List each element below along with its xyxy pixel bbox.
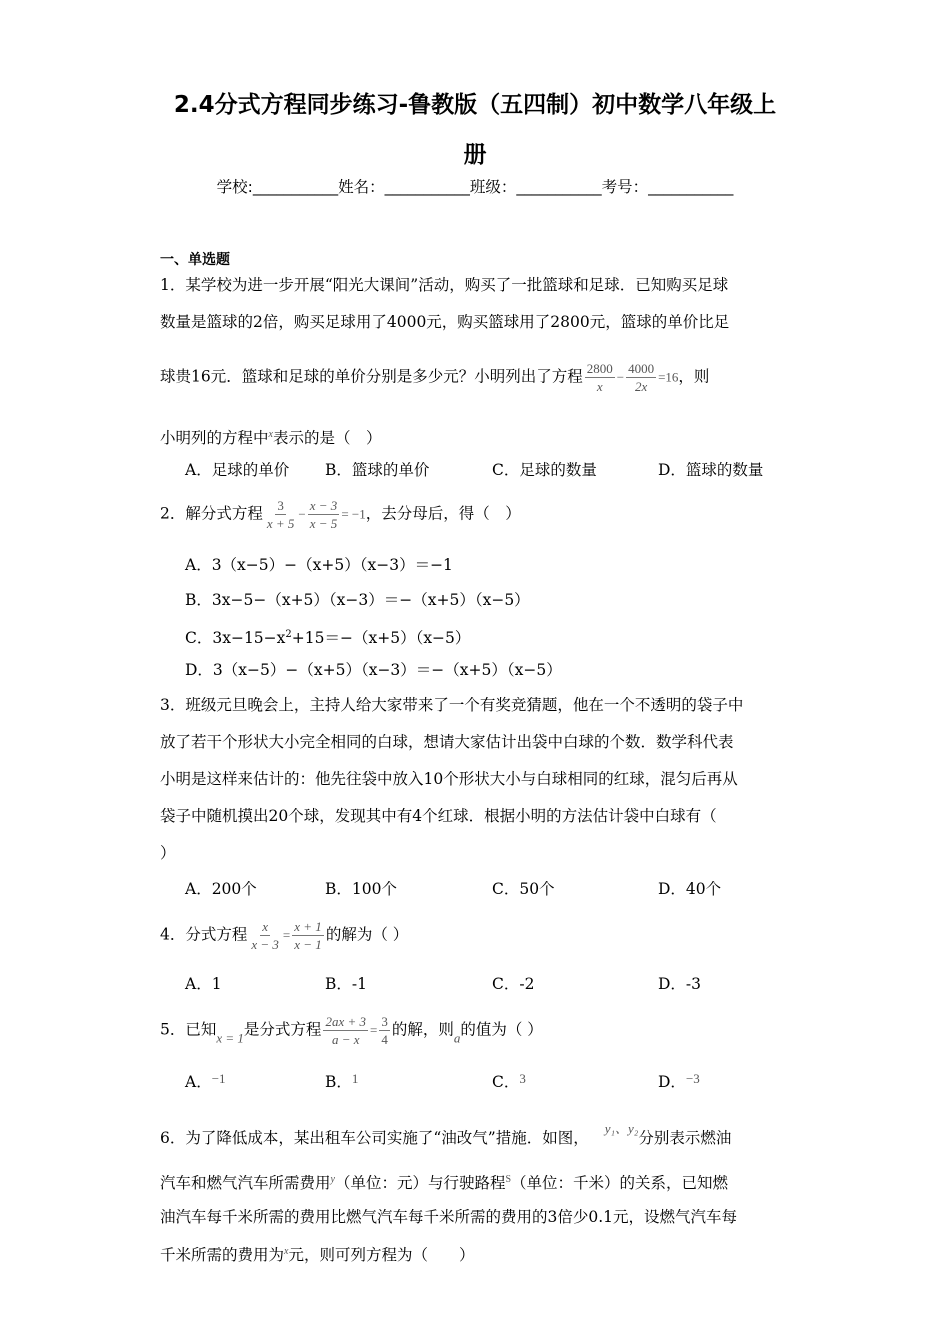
- exponent: 2: [285, 629, 292, 640]
- denominator: x − 3: [251, 937, 279, 952]
- numerator: x: [262, 919, 269, 934]
- numerator: 2ax + 3: [325, 1014, 366, 1029]
- q3-line: 袋子中随机摸出20个球，发现其中有4个红球．根据小明的方法估计袋中白球有（: [160, 807, 717, 825]
- fraction: [626, 360, 656, 395]
- fraction: [308, 497, 340, 532]
- denominator: x − 5: [309, 516, 338, 531]
- option-d[interactable]: [658, 1069, 700, 1092]
- equals: =16: [658, 369, 679, 385]
- option-a[interactable]: A．足球的单价: [185, 461, 290, 479]
- text: 千米所需的费用为: [160, 1246, 285, 1265]
- text: 球贵16元．篮球和足球的单价分别是多少元？小明列出了方程: [160, 367, 583, 386]
- value: −3: [685, 1071, 700, 1086]
- text: C．3x−15−x: [185, 629, 286, 648]
- text: 汽车和燃气汽车所需费用: [160, 1174, 331, 1193]
- option-c[interactable]: [185, 625, 470, 648]
- label: A．: [185, 1073, 212, 1091]
- text: （单位：元）与行驶路程: [334, 1174, 506, 1193]
- doc-title-cont: 册: [463, 142, 487, 168]
- denominator: x: [596, 379, 603, 394]
- option-d[interactable]: D．-3: [658, 975, 702, 993]
- q1-line: [160, 360, 709, 395]
- text: 表示的是（ ）: [272, 429, 382, 448]
- operator: −: [298, 506, 306, 522]
- variable: x: [284, 1246, 289, 1257]
- denominator: a − x: [331, 1032, 360, 1047]
- option-c[interactable]: C．足球的数量: [492, 461, 597, 479]
- text: 的值为（ ）: [460, 1020, 543, 1039]
- option-c[interactable]: [492, 1069, 526, 1092]
- option-d[interactable]: D．40个: [658, 880, 722, 898]
- text: 4．分式方程: [160, 925, 248, 944]
- option-b[interactable]: B．-1: [325, 975, 367, 993]
- numerator: x + 1: [294, 919, 322, 934]
- option-a[interactable]: [185, 1069, 226, 1092]
- variable: a: [453, 1030, 461, 1046]
- numerator: 4000: [628, 361, 655, 376]
- numerator: 3: [277, 498, 284, 513]
- numerator: 2800: [586, 361, 613, 376]
- equals: = −1: [341, 506, 366, 522]
- option-a[interactable]: A．200个: [185, 880, 257, 898]
- variable: S: [505, 1174, 512, 1185]
- denominator: x − 1: [294, 937, 322, 952]
- text: 的解，则: [391, 1020, 454, 1039]
- option-d[interactable]: D．篮球的数量: [658, 461, 764, 479]
- q4-line: [160, 918, 408, 953]
- value: 1: [351, 1071, 359, 1086]
- denominator: 2x: [634, 379, 648, 394]
- q3-line: 3．班级元旦晚会上，主持人给大家带来了一个有奖竞猜题，他在一个不透明的袋子中: [160, 696, 744, 714]
- q1-line: 1．某学校为进一步开展“阳光大课间”活动，购买了一批篮球和足球．已知购买足球: [160, 276, 729, 294]
- denominator: 4: [381, 1032, 388, 1047]
- q1-line: [160, 425, 381, 448]
- option-c[interactable]: C．-2: [492, 975, 535, 993]
- equals: =: [369, 1022, 378, 1038]
- label: D．: [658, 1073, 686, 1091]
- option-b[interactable]: B．篮球的单价: [325, 461, 430, 479]
- variable: x: [268, 429, 273, 440]
- option-d[interactable]: D．3（x−5）−（x+5）（x−3）＝−（x+5）（x−5）: [185, 661, 562, 679]
- option-b[interactable]: B．100个: [325, 880, 397, 898]
- fraction: [323, 1013, 368, 1048]
- fraction: [249, 918, 281, 953]
- variables: y₁、y₂: [604, 1121, 639, 1136]
- option-b[interactable]: B．3x−5−（x+5）（x−3）＝−（x+5）（x−5）: [185, 591, 530, 609]
- numerator: x − 3: [309, 498, 338, 513]
- text: 元，则可列方程为（ ）: [288, 1246, 475, 1265]
- text: 的解为（ ）: [325, 925, 409, 944]
- text: 分别表示燃油: [638, 1129, 732, 1147]
- text: 2．解分式方程: [160, 504, 263, 523]
- text: （单位：千米）的关系，已知燃: [511, 1174, 729, 1193]
- text: ，去分母后，得（ ）: [365, 504, 521, 523]
- label: C．: [492, 1073, 520, 1091]
- numerator: 3: [381, 1014, 388, 1029]
- fraction: [265, 497, 297, 532]
- q3-line: ）: [160, 844, 176, 862]
- q2-line: [160, 497, 521, 532]
- text: 小明列的方程中: [160, 429, 269, 448]
- option-a[interactable]: A．1: [185, 975, 222, 993]
- fraction: [292, 918, 324, 953]
- q6-line: [160, 1119, 731, 1148]
- fraction: [379, 1013, 390, 1048]
- equals: =: [282, 927, 291, 943]
- text: 6．为了降低成本，某出租车公司实施了“油改气”措施．如图，: [160, 1129, 589, 1147]
- value: 3: [519, 1071, 526, 1086]
- text: 是分式方程: [243, 1020, 322, 1039]
- option-b[interactable]: [325, 1069, 358, 1092]
- section-heading: 一、单选题: [160, 252, 230, 268]
- fraction: [585, 360, 615, 395]
- q6-line: [160, 1242, 474, 1265]
- condition: x = 1: [216, 1030, 244, 1046]
- value: −1: [211, 1071, 226, 1086]
- doc-title: 2.4分式方程同步练习-鲁教版（五四制）初中数学八年级上: [173, 92, 777, 118]
- option-a[interactable]: A．3（x−5）−（x+5）（x−3）＝−1: [185, 556, 453, 574]
- q6-line: 油汽车每千米所需的费用比燃气汽车每千米所需的费用的3倍少0.1元，设燃气汽车每: [160, 1208, 738, 1226]
- label: B．: [325, 1073, 352, 1091]
- q6-line: [160, 1170, 728, 1193]
- text: 5．已知: [160, 1020, 217, 1039]
- q3-line: 小明是这样来估计的：他先往袋中放入10个形状大小与白球相同的红球，混匀后再从: [160, 770, 738, 788]
- denominator: x + 5: [266, 516, 295, 531]
- q5-line: [160, 1013, 543, 1049]
- text: +15＝−（x+5）（x−5）: [291, 629, 471, 648]
- variable: y: [330, 1174, 335, 1185]
- student-info-line: 学校:___________姓名：___________班级：___________考号：___________: [216, 178, 734, 196]
- q3-line: 放了若干个形状大小完全相同的白球，想请大家估计出袋中白球的个数．数学科代表: [160, 733, 734, 751]
- option-c[interactable]: C．50个: [492, 880, 555, 898]
- operator: −: [616, 369, 625, 385]
- text: ，则: [678, 367, 710, 386]
- q1-line: 数量是篮球的2倍，购买足球用了4000元，购买篮球用了2800元，篮球的单价比足: [160, 313, 730, 331]
